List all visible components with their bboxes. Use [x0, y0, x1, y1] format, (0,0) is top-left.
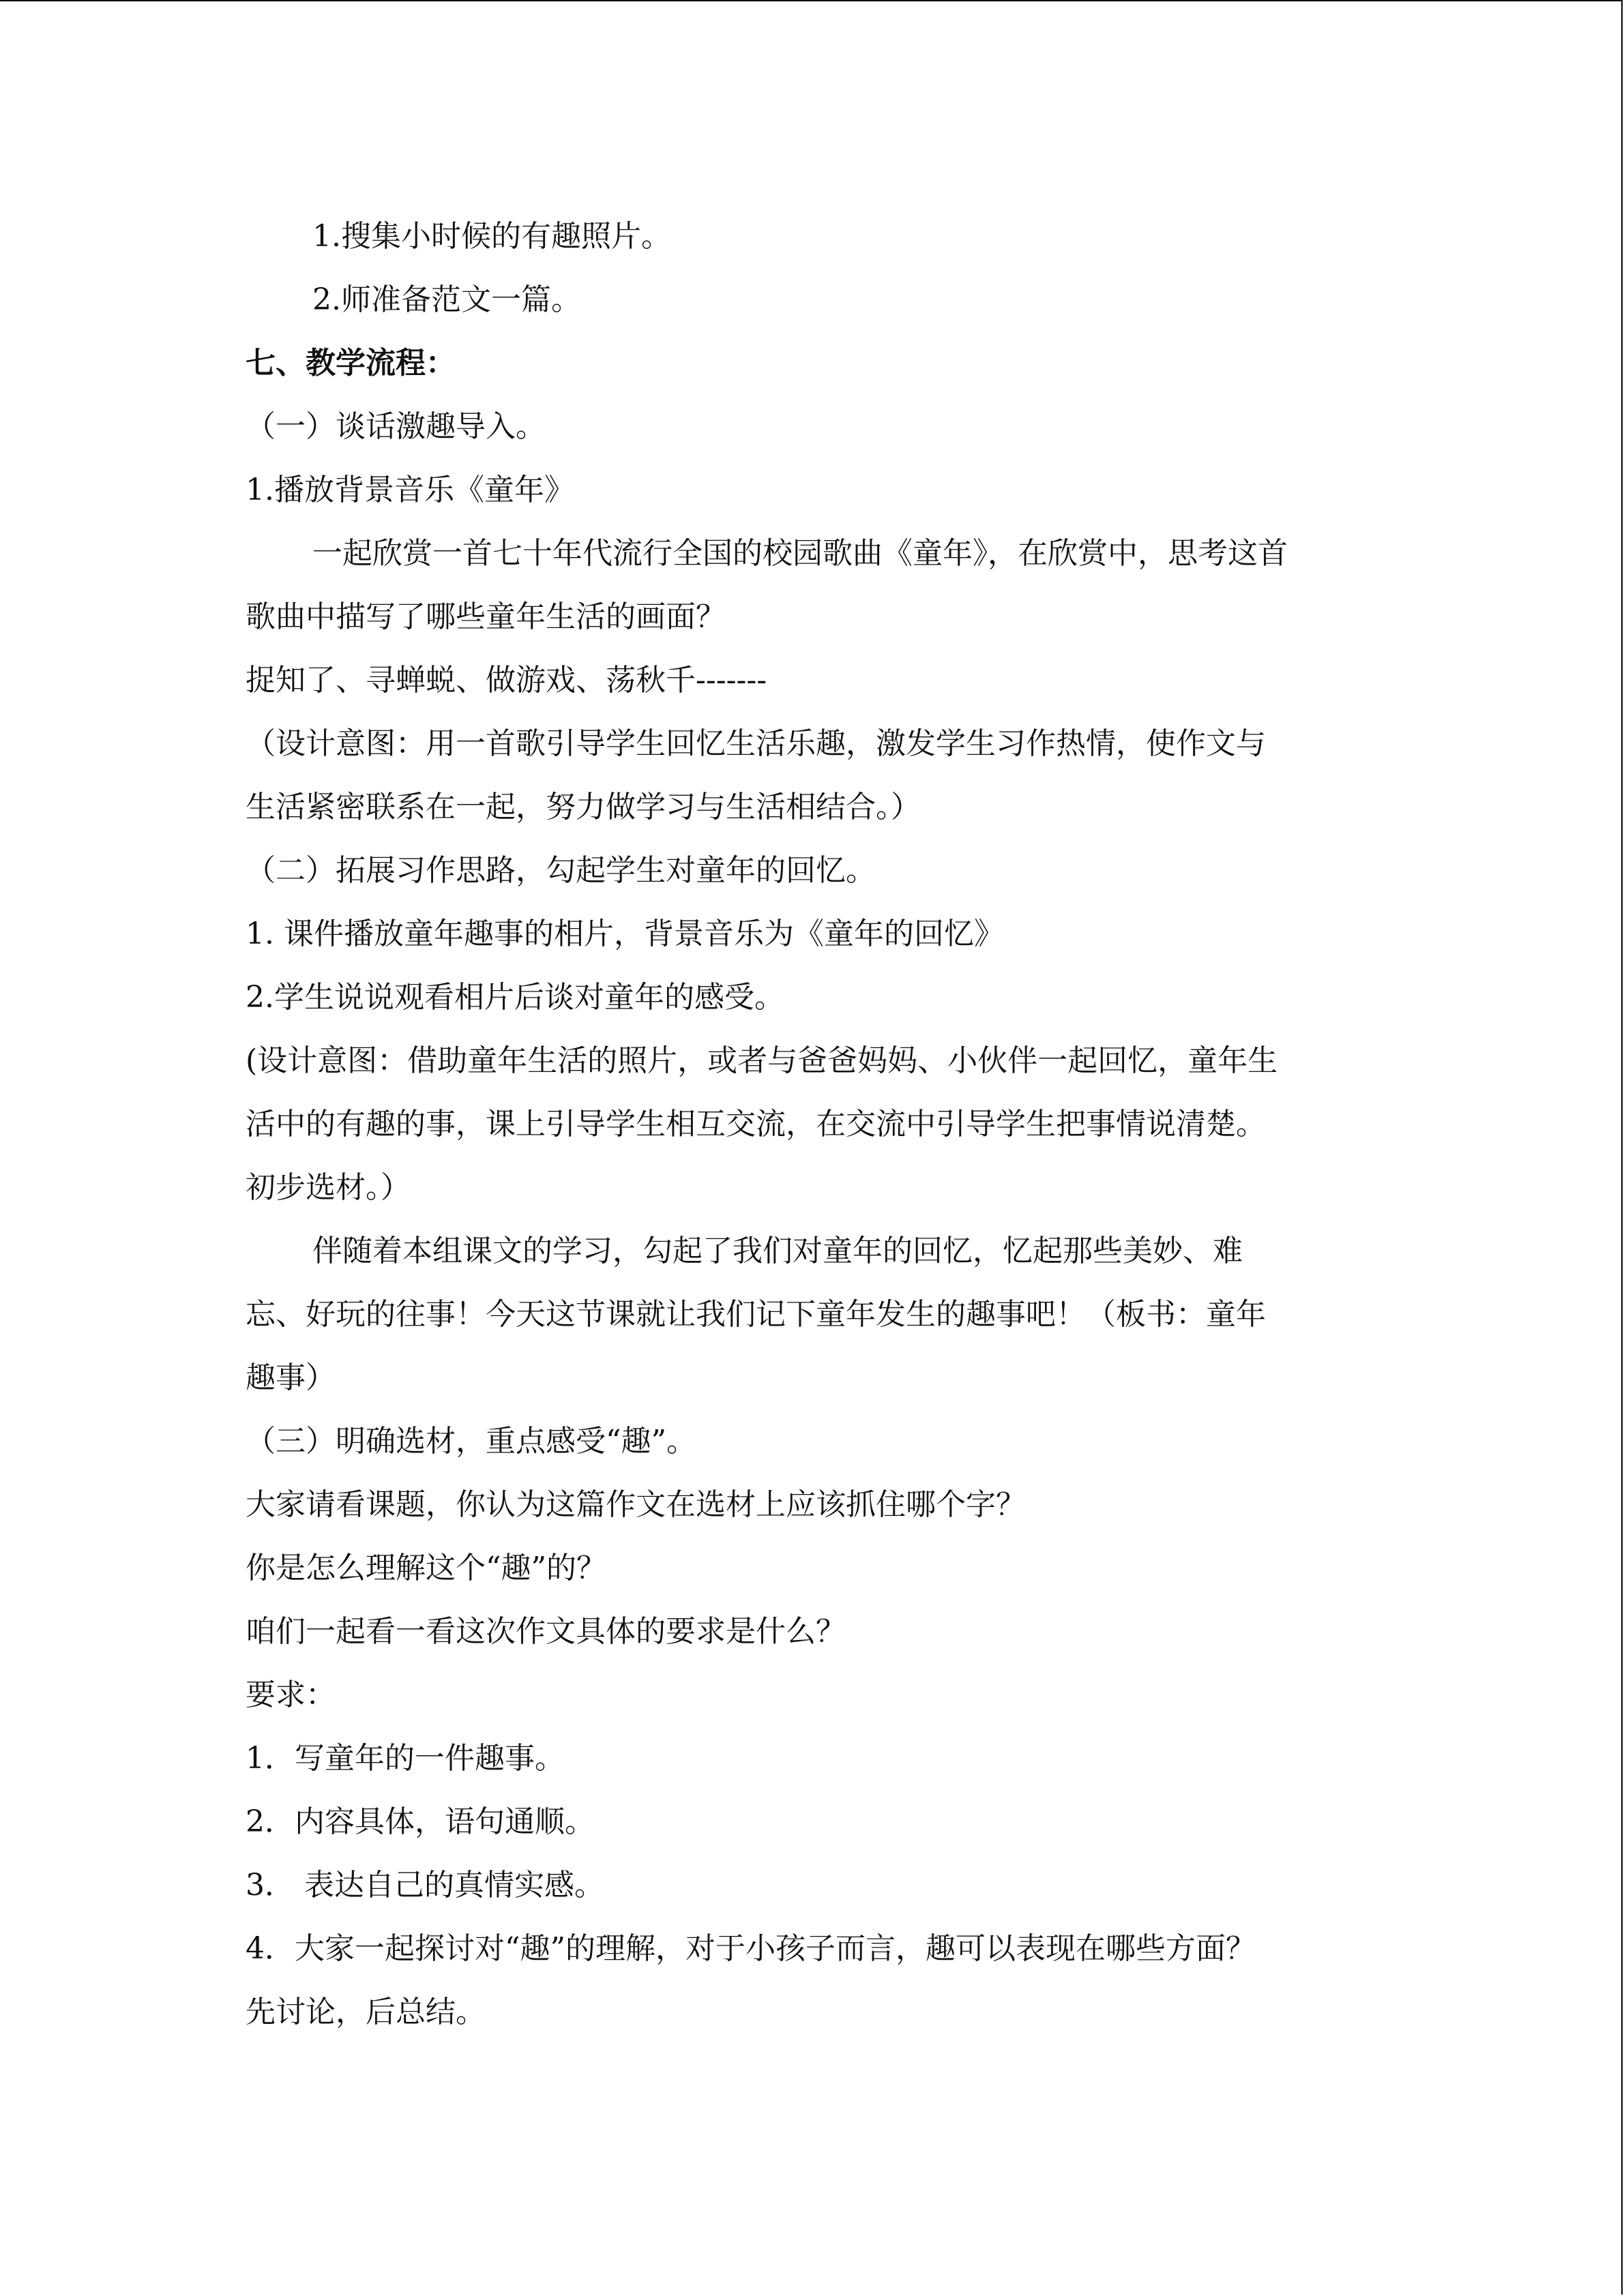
- paragraph-line: 大家请看课题，你认为这篇作文在选材上应该抓住哪个字？: [246, 1487, 1026, 1522]
- design-intent-note: 活中的有趣的事，课上引导学生相互交流，在交流中引导学生把事情说清楚。: [246, 1107, 1266, 1142]
- paragraph-line: 先讨论，后总结。: [246, 1995, 486, 2029]
- paragraph-line: 咱们一起看一看这次作文具体的要求是什么？: [246, 1614, 846, 1649]
- step-1-play-music: 1.播放背景音乐《童年》: [246, 473, 574, 507]
- paragraph-line: 忘、好玩的往事！今天这节课就让我们记下童年发生的趣事吧！（板书：童年: [246, 1297, 1266, 1332]
- requirement-item-3: 3． 表达自己的真情实感。: [246, 1868, 604, 1903]
- subsection-heading-2: （二）拓展习作思路，勾起学生对童年的回忆。: [246, 853, 876, 888]
- subsection-heading-1: （一）谈话激趣导入。: [246, 409, 546, 444]
- paragraph-line: 歌曲中描写了哪些童年生活的画面？: [246, 599, 726, 634]
- paragraph-line: 伴随着本组课文的学习，勾起了我们对童年的回忆，忆起那些美妙、难: [312, 1234, 1243, 1268]
- design-intent-note: 生活紧密联系在一起，努力做学习与生活相结合。）: [246, 790, 921, 824]
- paragraph-line: 捉知了、寻蝉蜕、做游戏、荡秋千-------: [246, 663, 767, 698]
- design-intent-note: (设计意图：借助童年生活的照片，或者与爸爸妈妈、小伙伴一起回忆，童年生: [246, 1043, 1278, 1078]
- section-heading-teaching-process: 七、教学流程：: [246, 346, 456, 381]
- paragraph-line: 你是怎么理解这个“趣”的？: [246, 1551, 606, 1585]
- step-1-slides: 1. 课件播放童年趣事的相片，背景音乐为《童年的回忆》: [246, 916, 1004, 951]
- step-2-discussion: 2.学生说说观看相片后谈对童年的感受。: [246, 980, 784, 1015]
- requirement-item-2: 2．内容具体，语句通顺。: [246, 1804, 595, 1839]
- requirement-item-4: 4．大家一起探讨对“趣”的理解，对于小孩子而言，趣可以表现在哪些方面？: [246, 1931, 1256, 1966]
- design-intent-note: 初步选材。）: [246, 1170, 411, 1205]
- requirement-item-1: 1．写童年的一件趣事。: [246, 1741, 565, 1776]
- paragraph-line: 趣事）: [246, 1360, 336, 1395]
- subsection-heading-3: （三）明确选材，重点感受“趣”。: [246, 1424, 696, 1459]
- document-body: [246, 205, 1378, 2044]
- paragraph-line: 一起欣赏一首七十年代流行全国的校园歌曲《童年》，在欣赏中，思考这首: [312, 536, 1288, 571]
- requirements-label: 要求：: [246, 1678, 336, 1712]
- prep-item-1: 1.搜集小时候的有趣照片。: [312, 219, 671, 254]
- design-intent-note: （设计意图：用一首歌引导学生回忆生活乐趣，激发学生习作热情，使作文与: [246, 726, 1266, 761]
- prep-item-2: 2.师准备范文一篇。: [312, 282, 581, 317]
